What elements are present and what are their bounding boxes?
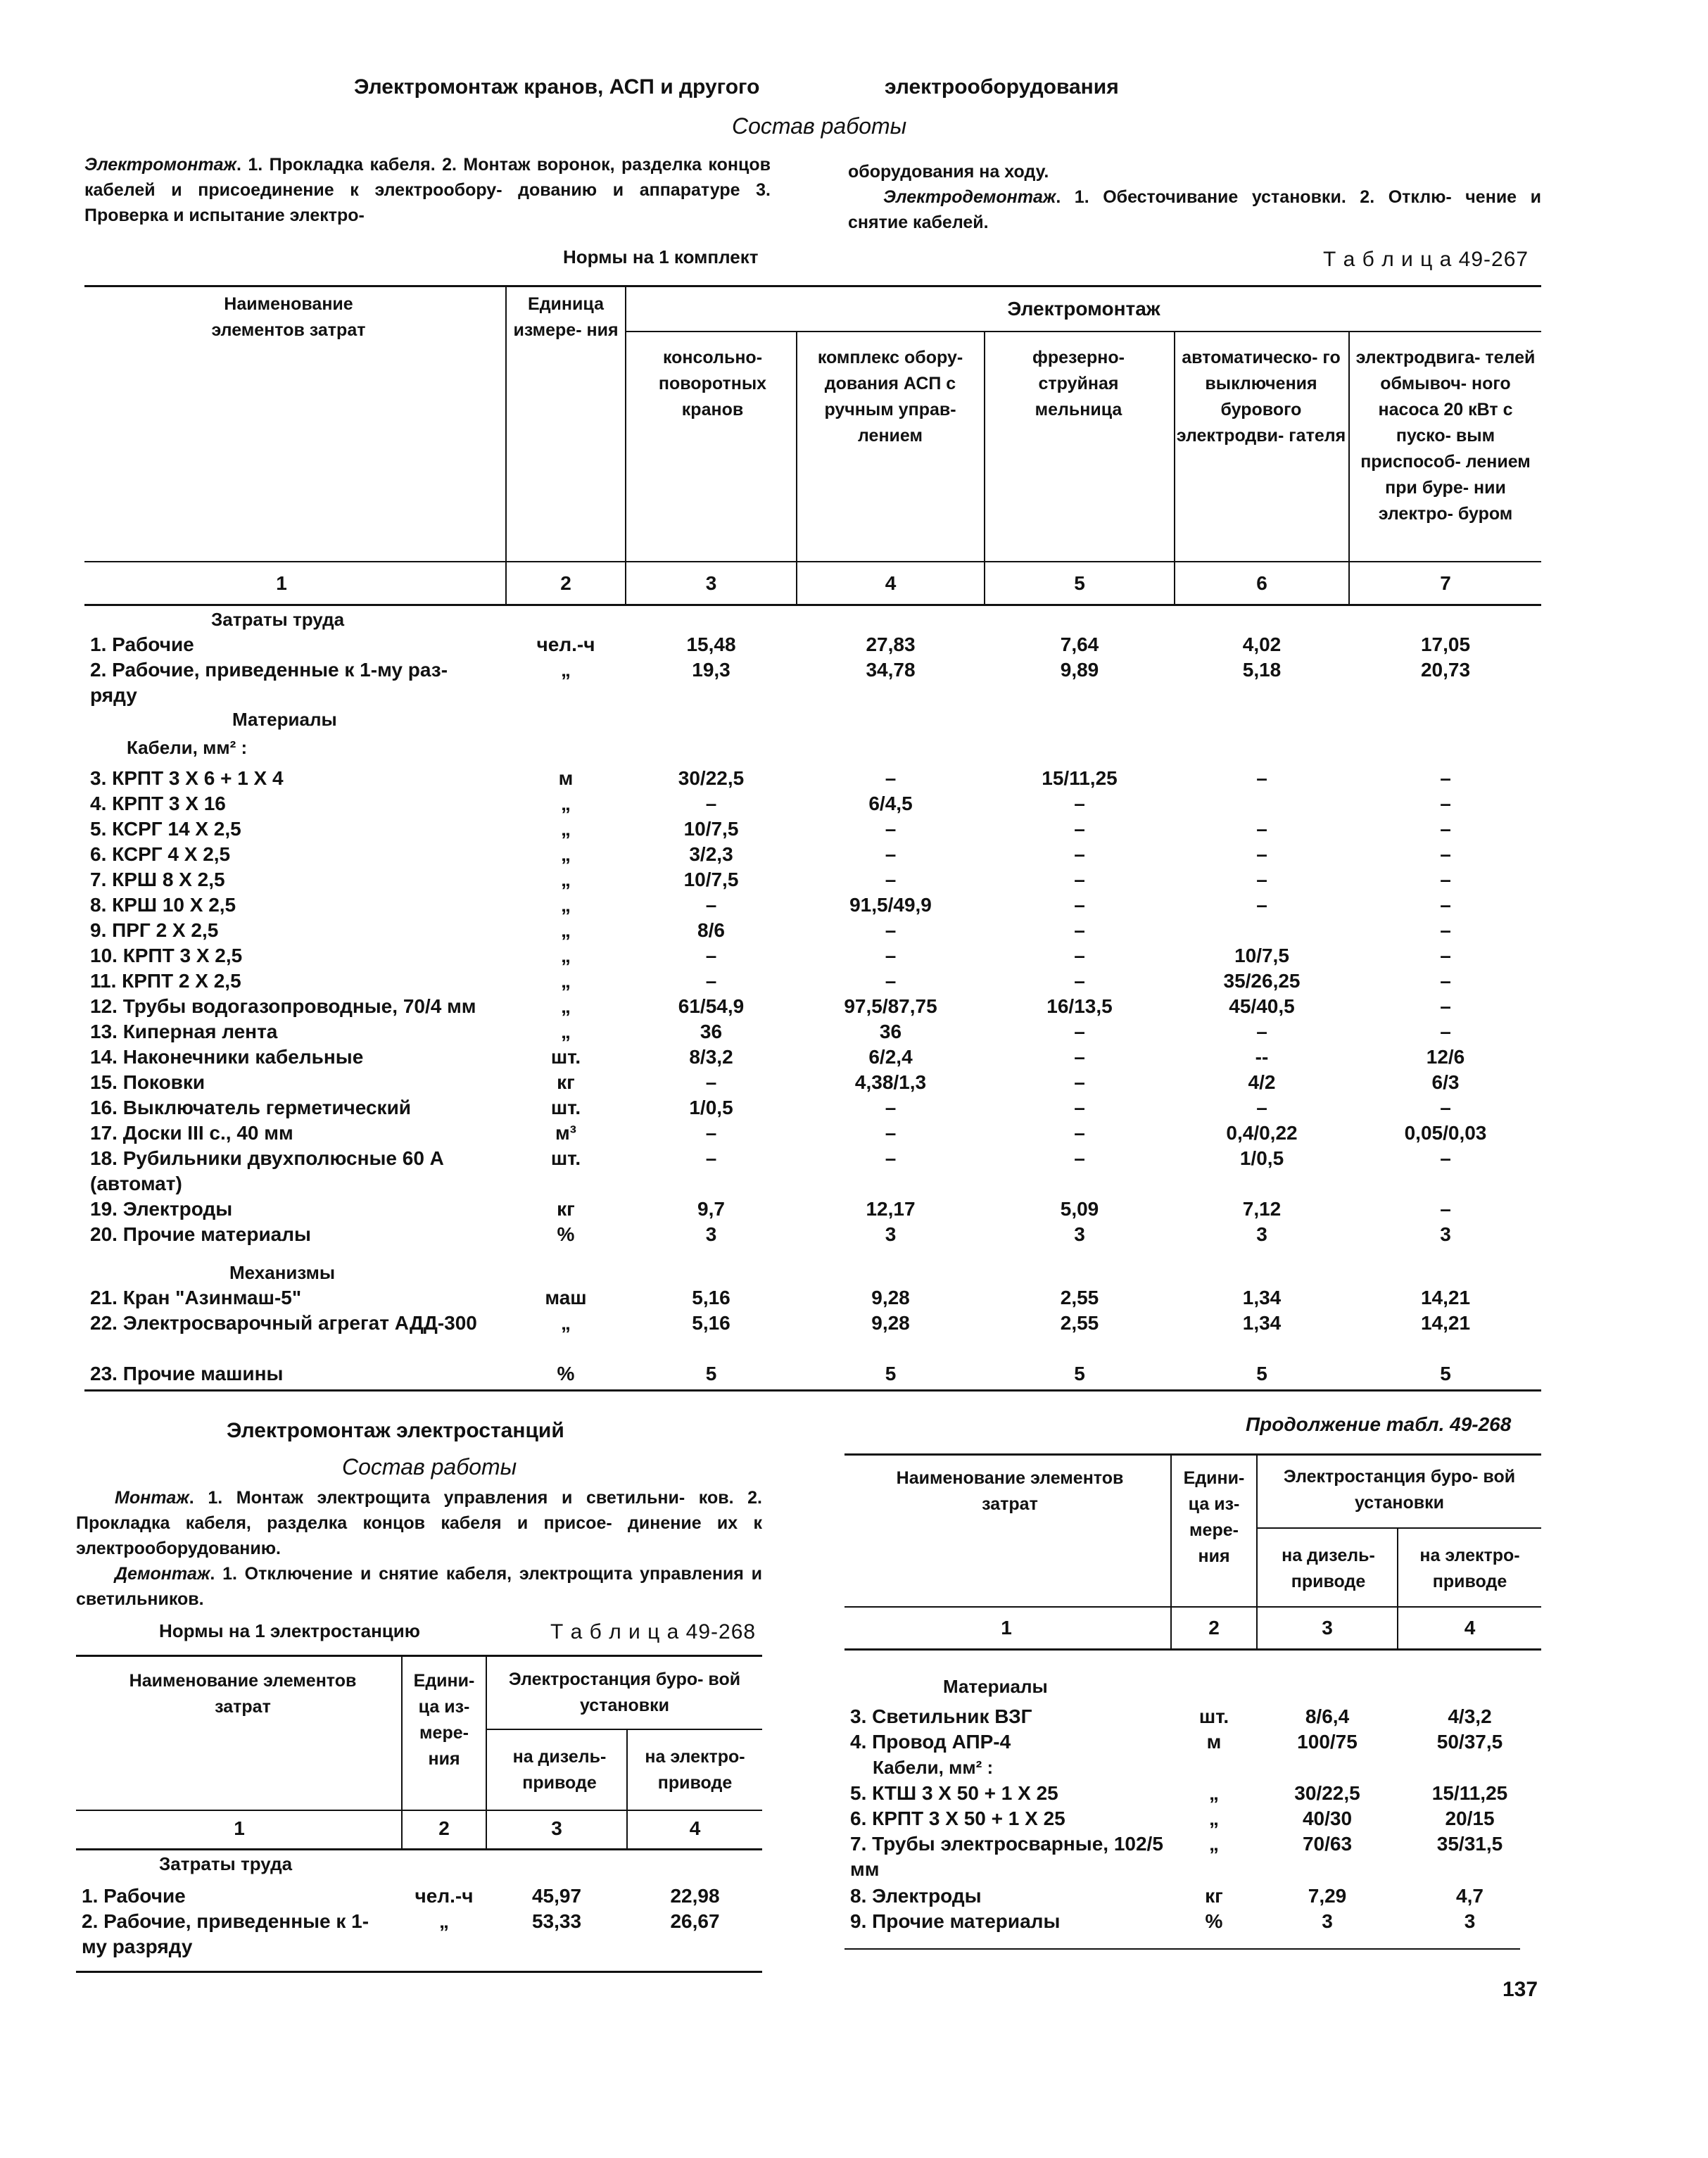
table-cell: – (1440, 1147, 1451, 1169)
section-machines: Механизмы (229, 1262, 336, 1283)
br-row-name: 9. Прочие материалы (850, 1910, 1061, 1932)
cables-label: Кабели, мм² : (127, 737, 248, 758)
table-cell: – (1074, 945, 1085, 966)
header-col-6: автоматическо- го выключения бурового электродви- гателя (1176, 348, 1346, 446)
bl-colnum-3: 3 (551, 1817, 562, 1839)
br-colnum-2: 2 (1208, 1617, 1220, 1639)
bl-colnum-1: 1 (234, 1817, 245, 1839)
table-row-unit: кг (557, 1071, 575, 1093)
table-row-unit: „ (561, 793, 571, 814)
table-row-name: 3. КРПТ 3 Х 6 + 1 Х 4 (90, 767, 284, 789)
table-cell: – (705, 793, 717, 814)
bl-bottom-rule (76, 1971, 762, 1973)
table-cell: – (885, 1097, 897, 1118)
table-row-name: 17. Доски III с., 40 мм (90, 1122, 293, 1144)
table-cell: – (705, 1147, 717, 1169)
bl-colnum-2: 2 (438, 1817, 450, 1839)
section-title-end: электрооборудования (885, 75, 1119, 99)
table-cell: – (885, 869, 897, 890)
br-cell: 35/31,5 (1436, 1833, 1503, 1855)
table-row-unit: шт. (550, 1097, 581, 1118)
table-cell: 5 (1256, 1363, 1267, 1384)
table-cell: 0,05/0,03 (1404, 1122, 1487, 1144)
table-row-unit: м (558, 767, 574, 789)
br-row-unit: „ (1209, 1833, 1219, 1855)
table-row-unit: „ (561, 869, 571, 890)
table-cell: 4/2 (1248, 1071, 1276, 1093)
table-row-name: 7. КРШ 8 Х 2,5 (90, 869, 225, 890)
br-cell: 70/63 (1302, 1833, 1353, 1855)
table-cell: – (1256, 894, 1267, 916)
br-row-unit: „ (1209, 1807, 1219, 1829)
table-cell: 4,38/1,3 (854, 1071, 927, 1093)
table-cell: – (1440, 945, 1451, 966)
table-cell: 5,09 (1060, 1198, 1099, 1220)
table-cell: – (1074, 818, 1085, 840)
table-cell: – (1074, 1122, 1085, 1144)
table-number: Т а б л и ц а 49-267 (1323, 248, 1529, 271)
br-cell: 3 (1322, 1910, 1333, 1932)
table-cell: 5,18 (1242, 659, 1282, 681)
br-cell: 40/30 (1302, 1807, 1353, 1829)
bl-cell: 45,97 (531, 1885, 582, 1907)
continuation-label: Продолжение табл. 49-268 (1246, 1413, 1512, 1435)
table-row-name: 10. КРПТ 3 Х 2,5 (90, 945, 243, 966)
bl-dismount-text: . 1. Отключение и снятие кабеля, электрощита управления и светильников. (76, 1564, 762, 1609)
header-name: Наименование элементов затрат (211, 294, 366, 340)
table-cell: – (705, 894, 717, 916)
dismount-paragraph (848, 184, 1541, 235)
table-cell: – (1440, 1097, 1451, 1118)
table-cell: – (1074, 843, 1085, 865)
bl-norms-label: Нормы на 1 электростанцию (159, 1620, 420, 1641)
bl-section-labor: Затраты труда (159, 1853, 293, 1874)
table-cell: – (1256, 1097, 1267, 1118)
table-row-name: 19. Электроды (90, 1198, 233, 1220)
br-row-name: 4. Провод АПР-4 (850, 1731, 1011, 1753)
mount-paragraph (84, 152, 771, 228)
norms-label: Нормы на 1 комплект (563, 246, 759, 267)
table-cell: – (1440, 843, 1451, 865)
br-cell: 100/75 (1297, 1731, 1358, 1753)
table-cell: – (885, 945, 897, 966)
br-header-col-3: на дизель- приводе (1282, 1546, 1375, 1591)
table-row-name: 13. Киперная лента (90, 1021, 278, 1042)
right-line-1: оборудования на ходу. (848, 162, 1049, 182)
bl-colnum-4: 4 (689, 1817, 701, 1839)
table-cell: 14,21 (1420, 1312, 1471, 1334)
br-row-unit: % (1205, 1910, 1223, 1932)
table-row-name: 6. КСРГ 4 Х 2,5 (90, 843, 231, 865)
bl-colnum-rule (76, 1848, 762, 1850)
br-row-unit: „ (1209, 1782, 1219, 1804)
table-cell: – (885, 919, 897, 941)
table-cell: – (1256, 818, 1267, 840)
colnum-4: 4 (885, 572, 897, 594)
table-cell: 27,83 (866, 633, 916, 655)
table-cell: 5 (1440, 1363, 1451, 1384)
table-cell: 0,4/0,22 (1226, 1122, 1298, 1144)
table-row-name: 2. Рабочие, приведенные к 1-му раз- ряду (90, 659, 448, 706)
table-cell: 9,89 (1060, 659, 1099, 681)
table-cell: – (1440, 767, 1451, 789)
table-row-unit: „ (561, 659, 571, 681)
br-cell: 50/37,5 (1436, 1731, 1503, 1753)
br-cell: 30/22,5 (1294, 1782, 1360, 1804)
section-title (354, 75, 759, 99)
bl-header-col-4: на электро- приводе (645, 1747, 745, 1793)
table-cell: – (885, 1122, 897, 1144)
table-cell: 61/54,9 (678, 995, 745, 1017)
table-cell: – (1440, 793, 1451, 814)
table-cell: – (1440, 919, 1451, 941)
table-cell: 91,5/49,9 (849, 894, 932, 916)
table-row-name: 23. Прочие машины (90, 1363, 284, 1384)
table-cell: -- (1255, 1046, 1269, 1068)
br-section-materials: Материалы (943, 1676, 1048, 1697)
br-cables-label: Кабели, мм² : (873, 1757, 994, 1778)
table-row-name: 4. КРПТ 3 Х 16 (90, 793, 226, 814)
bl-mount-paragraph (76, 1485, 762, 1561)
br-cell: 7,29 (1308, 1885, 1347, 1907)
table-row-name: 8. КРШ 10 Х 2,5 (90, 894, 236, 916)
table-cell: 1/0,5 (689, 1097, 733, 1118)
table-cell: 1/0,5 (1239, 1147, 1284, 1169)
table-cell: 36 (879, 1021, 902, 1042)
table-cell: 3 (1074, 1223, 1085, 1245)
br-row-name: 3. Светильник ВЗГ (850, 1705, 1032, 1727)
table-row-name: 18. Рубильники двухполюсные 60 А (автомат) (90, 1147, 444, 1194)
bl-header-group: Электростанция буро- вой установки (508, 1670, 741, 1715)
table-row-unit: кг (557, 1198, 575, 1220)
table-cell: – (705, 1071, 717, 1093)
br-cell: 3 (1464, 1910, 1476, 1932)
bl-table-number: Т а б л и ц а 49-268 (550, 1620, 757, 1643)
header-col-4: комплекс обору- дования АСП с ручным управ- лением (817, 348, 963, 446)
br-cell: 4,7 (1456, 1885, 1484, 1907)
table-cell: 8/3,2 (689, 1046, 733, 1068)
table-cell: – (1256, 767, 1267, 789)
colnum-6: 6 (1256, 572, 1267, 594)
table-cell: – (885, 970, 897, 992)
bl-header-col-3: на дизель- приводе (512, 1747, 607, 1793)
colnum-5: 5 (1074, 572, 1085, 594)
table-row-name: 11. КРПТ 2 Х 2,5 (90, 970, 241, 992)
table-cell: 6/4,5 (868, 793, 913, 814)
br-row-unit: шт. (1198, 1705, 1229, 1727)
table-cell: – (885, 1147, 897, 1169)
table-cell: – (1256, 869, 1267, 890)
table-row-unit: м³ (555, 1122, 577, 1144)
table-cell: 15/11,25 (1042, 767, 1118, 789)
table-cell: 1,34 (1242, 1312, 1282, 1334)
colnum-1: 1 (276, 572, 287, 594)
br-colnum-4: 4 (1464, 1617, 1476, 1639)
table-cell: 19,3 (692, 659, 730, 681)
table-top-rule (84, 285, 1541, 287)
table-cell: – (705, 970, 717, 992)
table-cell: 5 (885, 1363, 897, 1384)
header-col-3: консольно- поворотных кранов (658, 348, 767, 419)
table-cell: 7,64 (1060, 633, 1099, 655)
table-cell: 1,34 (1242, 1287, 1282, 1308)
bl-header-rule (76, 1810, 762, 1811)
table-row-unit: „ (561, 843, 571, 865)
table-cell: 9,28 (871, 1287, 910, 1308)
table-cell: 9,28 (871, 1312, 910, 1334)
table-cell: – (1440, 1198, 1451, 1220)
bl-row-name: 2. Рабочие, приведенные к 1-му разряду (82, 1910, 369, 1957)
title-part-1: Электромонтаж кранов, АСП и другого (354, 75, 760, 99)
table-cell: 8/6 (697, 919, 725, 941)
table-cell: – (1074, 869, 1085, 890)
table-row-name: 1. Рабочие (90, 633, 194, 655)
br-row-name: 8. Электроды (850, 1885, 982, 1907)
group-rule (625, 331, 1541, 332)
table-cell: – (1074, 793, 1085, 814)
table-cell: 35/26,25 (1223, 970, 1301, 992)
table-cell: 36 (700, 1021, 723, 1042)
table-cell: – (1074, 1147, 1085, 1169)
table-cell: – (1440, 894, 1451, 916)
bl-dismount-paragraph (76, 1561, 762, 1612)
table-cell: 34,78 (866, 659, 916, 681)
br-colnum-3: 3 (1322, 1617, 1333, 1639)
mount-label: Электромонтаж (84, 155, 236, 175)
table-cell: 2,55 (1060, 1287, 1099, 1308)
table-row-unit: % (557, 1223, 575, 1245)
colnum-3: 3 (705, 572, 717, 594)
table-cell: – (1440, 970, 1451, 992)
bl-cell: 53,33 (531, 1910, 582, 1932)
table-row-name: 5. КСРГ 14 Х 2,5 (90, 818, 241, 840)
table-row-unit: „ (561, 919, 571, 941)
table-cell: – (1440, 995, 1451, 1017)
table-cell: – (1074, 1097, 1085, 1118)
br-bottom-rule (844, 1948, 1520, 1950)
col-divider-2 (625, 285, 626, 605)
composition-heading: Состав работы (732, 113, 907, 139)
colnum-7: 7 (1440, 572, 1451, 594)
br-colnum-1: 1 (1001, 1617, 1012, 1639)
table-cell: 5 (1074, 1363, 1085, 1384)
table-row-name: 22. Электросварочный агрегат АДД-300 (90, 1312, 477, 1334)
br-row-name: 5. КТШ 3 Х 50 + 1 Х 25 (850, 1782, 1058, 1804)
br-cell: 20/15 (1445, 1807, 1495, 1829)
table-cell: 97,5/87,75 (844, 995, 937, 1017)
table-cell: 3 (705, 1223, 717, 1245)
col-divider-3 (796, 332, 797, 605)
header-unit: Единица измере- ния (513, 294, 619, 340)
table-cell: 17,05 (1420, 633, 1471, 655)
header-group: Электромонтаж (1007, 298, 1160, 320)
table-cell: – (1074, 1071, 1085, 1093)
table-row-name: 12. Трубы водогазопроводные, 70/4 мм (90, 995, 476, 1017)
table-cell: 6/3 (1431, 1071, 1460, 1093)
bottom-left-composition: Состав работы (342, 1454, 517, 1479)
bl-row-unit: чел.-ч (415, 1885, 474, 1907)
table-cell: 9,7 (697, 1198, 725, 1220)
table-row-name: 21. Кран "Азинмаш-5" (90, 1287, 302, 1308)
br-row-name: 6. КРПТ 3 Х 50 + 1 Х 25 (850, 1807, 1065, 1829)
table-cell: 3 (1440, 1223, 1451, 1245)
bl-mount-text: . 1. Монтаж электрощита управления и светильни- ков. 2. Прокладка кабеля, разделка концов кабеля и присое- динение их к электрооборудованию. (76, 1488, 762, 1558)
br-row-unit: м (1206, 1731, 1222, 1753)
dismount-text: . 1. Обесточивание установки. 2. Отклю- чение и снятие кабелей. (848, 187, 1541, 232)
bl-mount-label: Монтаж (115, 1488, 189, 1508)
table-row-name: 16. Выключатель герметический (90, 1097, 411, 1118)
bottom-left-title: Электромонтаж электростанций (227, 1419, 564, 1442)
right-paragraph (848, 159, 1541, 235)
table-cell: 16/13,5 (1046, 995, 1113, 1017)
bl-dismount-label: Демонтаж (115, 1564, 210, 1584)
section-materials: Материалы (232, 709, 337, 730)
table-cell: – (1074, 970, 1085, 992)
bl-group-rule (486, 1729, 762, 1730)
br-header-group: Электростанция буро- вой установки (1283, 1467, 1516, 1513)
table-cell: 7,12 (1242, 1198, 1282, 1220)
table-cell: – (705, 1122, 717, 1144)
table-row-name: 20. Прочие материалы (90, 1223, 311, 1245)
table-row-unit: „ (561, 818, 571, 840)
br-cell: 4/3,2 (1448, 1705, 1492, 1727)
bl-header-name: Наименование элементов затрат (129, 1671, 357, 1717)
colnum-2: 2 (560, 572, 571, 594)
br-cell: 15/11,25 (1431, 1782, 1508, 1804)
table-cell: 5 (705, 1363, 717, 1384)
table-row-unit: „ (561, 945, 571, 966)
col-divider-1 (505, 285, 507, 605)
page-number: 137 (1503, 1978, 1538, 2001)
table-cell: – (1440, 1021, 1451, 1042)
table-cell: 10/7,5 (683, 818, 739, 840)
table-cell: 6/2,4 (868, 1046, 913, 1068)
table-cell: 3/2,3 (689, 843, 733, 865)
table-row-unit: шт. (550, 1147, 581, 1169)
table-cell: 45/40,5 (1229, 995, 1295, 1017)
table-row-unit: „ (561, 970, 571, 992)
table-row-unit: „ (561, 1021, 571, 1042)
br-cell: 8/6,4 (1305, 1705, 1350, 1727)
table-cell: – (705, 945, 717, 966)
mount-text: . 1. Прокладка кабеля. 2. Монтаж воронок, разделка концов кабелей и присоединение к электрообору- дованию и аппаратуре 3. Проверка и испытание электро- (84, 155, 771, 225)
table-cell: 3 (885, 1223, 897, 1245)
header-col-7: электродвига- телей обмывоч- ного насоса 20 кВт с пуско- вым приспособ- лением при буре- нии электро- буром (1355, 348, 1536, 524)
table-row-unit: % (557, 1363, 575, 1384)
table-cell: 5,16 (692, 1287, 730, 1308)
table-cell: – (1074, 894, 1085, 916)
table-cell: – (1074, 919, 1085, 941)
table-cell: 14,21 (1420, 1287, 1471, 1308)
table-row-unit: „ (561, 894, 571, 916)
table-row-unit: маш (545, 1287, 587, 1308)
dismount-label: Электродемонтаж (883, 187, 1056, 207)
table-cell: – (1440, 869, 1451, 890)
br-header-col-4: на электро- приводе (1419, 1546, 1520, 1591)
table-cell: – (885, 818, 897, 840)
table-cell: 30/22,5 (678, 767, 745, 789)
br-row-name: 7. Трубы электросварные, 102/5 мм (850, 1833, 1163, 1880)
table-cell: 12,17 (866, 1198, 916, 1220)
table-cell: 20,73 (1420, 659, 1471, 681)
table-cell: – (885, 843, 897, 865)
table-cell: 10/7,5 (1234, 945, 1289, 966)
table-cell: – (1256, 1021, 1267, 1042)
bl-row-unit: „ (439, 1910, 449, 1932)
table-row-name: 14. Наконечники кабельные (90, 1046, 364, 1068)
table-cell: – (1074, 1046, 1085, 1068)
br-top-rule (844, 1453, 1541, 1456)
table-row-unit: „ (561, 1312, 571, 1334)
bl-header-unit: Едини- ца из- мере- ния (413, 1671, 475, 1769)
table-cell: 5,16 (692, 1312, 730, 1334)
bl-top-rule (76, 1655, 762, 1657)
table-cell: 4,02 (1242, 633, 1282, 655)
br-header-rule (844, 1606, 1541, 1608)
bl-row-name: 1. Рабочие (82, 1885, 186, 1907)
bl-cell: 26,67 (670, 1910, 720, 1932)
table-bottom-rule (84, 1389, 1541, 1392)
table-cell: 2,55 (1060, 1312, 1099, 1334)
section-labor: Затраты труда (211, 609, 345, 630)
table-cell: – (1440, 818, 1451, 840)
br-header-name: Наименование элементов затрат (896, 1468, 1124, 1514)
br-header-unit: Едини- ца из- мере- ния (1183, 1468, 1245, 1566)
table-cell: – (1256, 843, 1267, 865)
table-cell: 15,48 (686, 633, 736, 655)
bl-cell: 22,98 (670, 1885, 720, 1907)
table-cell: 10/7,5 (683, 869, 739, 890)
table-row-unit: „ (561, 995, 571, 1017)
table-row-unit: шт. (550, 1046, 581, 1068)
br-group-rule (1256, 1527, 1541, 1529)
colnum-bottom-rule (84, 604, 1541, 606)
table-cell: – (1074, 1021, 1085, 1042)
header-col-5: фрезерно- струйная мельница (1032, 348, 1125, 419)
table-row-name: 15. Поковки (90, 1071, 205, 1093)
table-row-name: 9. ПРГ 2 Х 2,5 (90, 919, 219, 941)
br-row-unit: кг (1205, 1885, 1223, 1907)
col-divider-4 (984, 332, 985, 605)
table-cell: 12/6 (1426, 1046, 1465, 1068)
table-cell: 3 (1256, 1223, 1267, 1245)
table-row-unit: чел.-ч (536, 633, 595, 655)
br-colnum-rule (844, 1648, 1541, 1651)
table-cell: – (885, 767, 897, 789)
header-bottom-rule (84, 561, 1541, 562)
